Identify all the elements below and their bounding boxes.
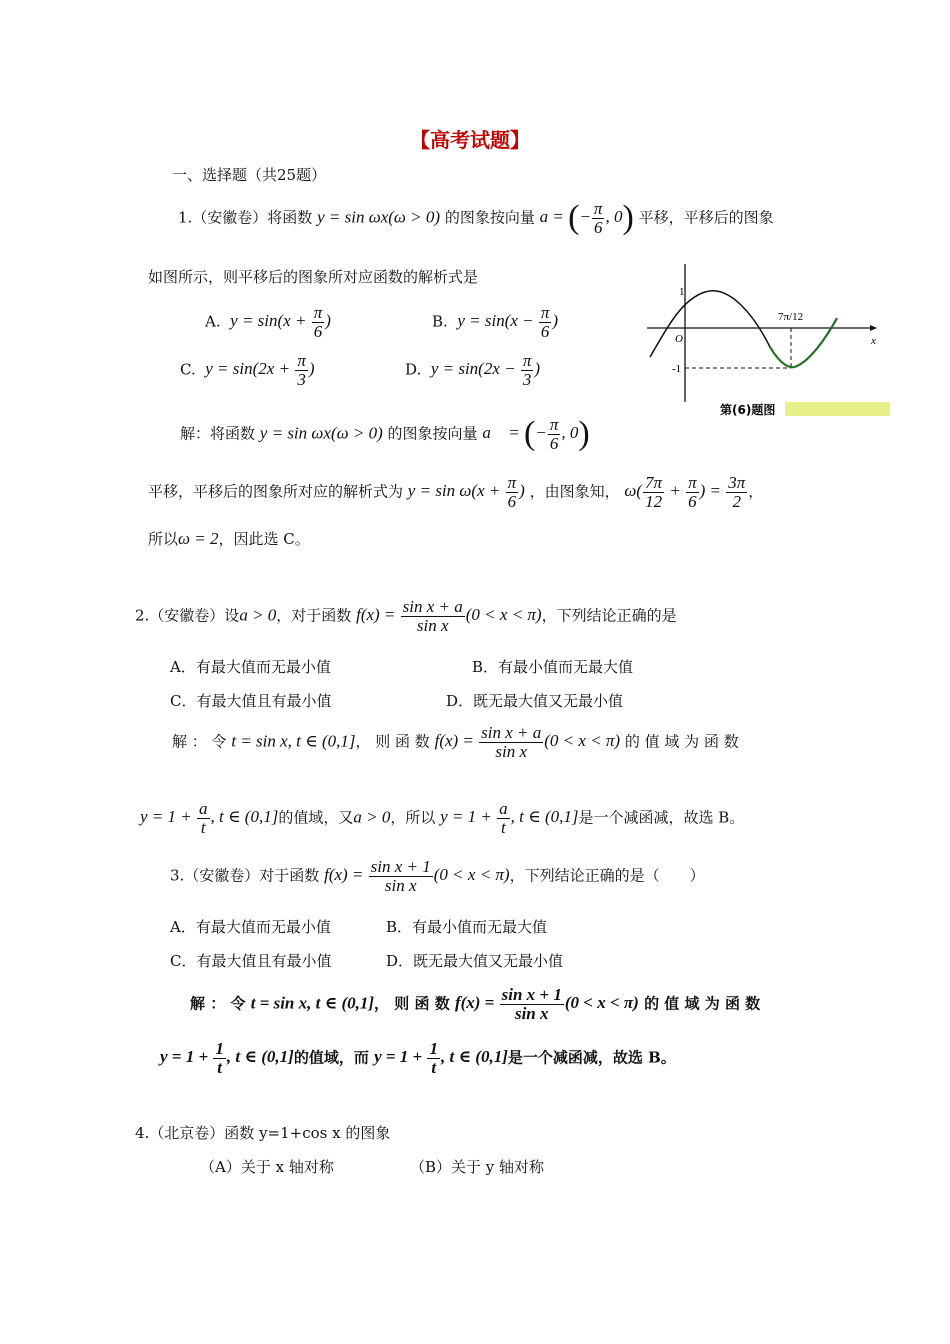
q3-option-a: A．有最大值而无最小值 — [170, 918, 331, 936]
q3-option-d: D．既无最大值又无最小值 — [386, 952, 564, 970]
graph-curve — [650, 291, 837, 367]
graph-tick-label: 7π/12 — [778, 311, 804, 323]
q1-stem — [178, 200, 774, 237]
q1-stem-b: 的图象按向量 — [444, 208, 535, 227]
section-heading: 一、选择题（共25题） — [172, 166, 327, 184]
q2-option-c: C．有最大值且有最小值 — [170, 692, 332, 710]
q4-option-b: （B）关于 y 轴对称 — [410, 1158, 545, 1176]
q3-option-c: C．有最大值且有最小值 — [170, 952, 332, 970]
q2-option-d: D．既无最大值又无最小值 — [446, 692, 624, 710]
q3-solution-1: 解 ： 令 t = sin x, t ∈ (0,1]， 则 函 数 f(x) = $\frac{\text{sin x + 1}}{\text{sin x}}$ (0 < x < π) 的 值 域 为 函 数 — [190, 985, 761, 1023]
graph-caption: 第(6)题图 — [720, 403, 776, 417]
q1-option-b: B. y = sin(x − $\frac{\pi}{6}$ ) — [432, 303, 559, 341]
q2-stem: 2.（安徽卷）设a > 0，对于函数 f(x) = $\frac{\text{sin x + a}}{\text{sin x}}$ (0 < x < π)，下列结论正确的是 — [135, 597, 677, 635]
q2-option-b: B．有最小值而无最大值 — [472, 658, 634, 676]
q1-stem-a: 1.（安徽卷）将函数 — [178, 208, 313, 227]
q2-solution-1: 解 ： 令 t = sin x, t ∈ (0,1]， 则 函 数 f(x) = $\frac{\text{sin x + a}}{\text{sin x}}$ (0 < x < π) 的 值 域 为 函 数 — [172, 723, 739, 761]
q4-stem: 4.（北京卷）函数 y=1+cos x 的图象 — [135, 1124, 391, 1142]
q3-option-b: B．有最小值而无最大值 — [386, 918, 548, 936]
q1-solution-3: 所以ω = 2，因此选 C。 — [148, 529, 310, 548]
graph-x-label: x — [871, 335, 876, 347]
q1-solution-2: 平移，平移后的图象所对应的解析式为 y = sin ω(x + $\frac{\pi}{6}$ ) ，由图象知， ω( $\frac{7\pi}{12}$ + $\frac{\pi}{6}$ ) = $\frac{3\pi}{2}$ ， — [148, 473, 764, 511]
q2-solution-2: y = 1 + $\frac{a}{t}$ , t ∈ (0,1]的值域，又a > 0，所以 y = 1 + $\frac{a}{t}$ , t ∈ (0,1]是一个减函减，故选 B。 — [140, 799, 745, 837]
graph-caption-highlight — [785, 402, 890, 416]
q2-option-a: A．有最大值而无最小值 — [170, 658, 331, 676]
q4-option-a: （A）关于 x 轴对称 — [200, 1158, 334, 1176]
q1-option-a: A. y = sin(x + $\frac{\pi}{6}$ ) — [205, 303, 331, 341]
graph-ym1-label: -1 — [672, 363, 682, 375]
q1-stem-d: 如图所示，则平移后的图象所对应函数的解析式是 — [148, 268, 479, 286]
q3-stem: 3.（安徽卷）对于函数 f(x) = $\frac{\text{sin x + 1}}{\text{sin x}}$ (0 < x < π)，下列结论正确的是（ ） — [170, 857, 705, 895]
graph-origin-label: O — [675, 333, 683, 345]
q1-option-d: D. y = sin(2x − $\frac{\pi}{3}$ ) — [405, 351, 541, 389]
page-title: 【高考试题】 — [410, 128, 530, 152]
graph-x-arrow — [870, 325, 877, 331]
q1-option-c: C. y = sin(2x + $\frac{\pi}{3}$ ) — [180, 351, 315, 389]
graph-y1-label: 1 — [679, 286, 685, 298]
q1-solution-1: 解：将函数 y = sin ωx(ω > 0) 的图象按向量 a⃗ = (− $\frac{\pi}{6}$ , 0) — [180, 415, 590, 453]
q1-stem-c: 平移，平移后的图象 — [638, 208, 774, 227]
q1-func: y = sin ωx(ω > 0) — [317, 207, 441, 227]
q3-solution-2: y = 1 + $\frac{1}{t}$ , t ∈ (0,1]的值域，而 y = 1 + $\frac{1}{t}$ , t ∈ (0,1]是一个减函减，故选 B。 — [160, 1039, 676, 1077]
q1-graph — [645, 262, 890, 420]
graph-curve-highlight — [770, 318, 837, 367]
q1-vector: a = (− $\frac{\pi}{6}$ , 0) — [539, 199, 634, 237]
